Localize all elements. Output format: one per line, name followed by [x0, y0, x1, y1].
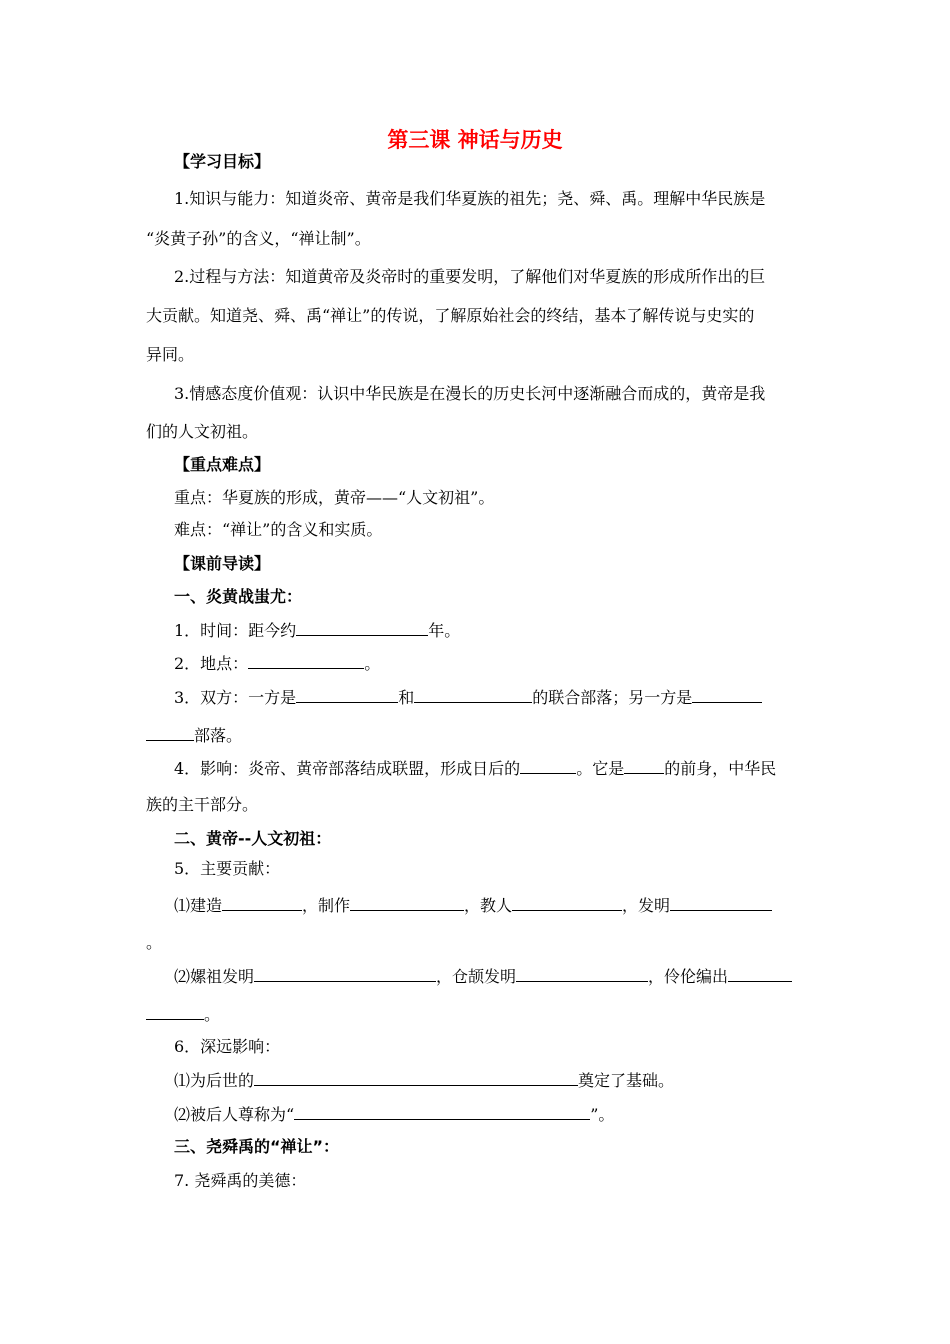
question-2 [174, 653, 380, 674]
question-4-end: 的前身，中华民 [664, 759, 777, 778]
blank-4b[interactable] [624, 758, 664, 774]
blank-5d[interactable] [670, 895, 772, 911]
key-focus: 重点：华夏族的形成，黄帝——“人文初祖”。 [174, 488, 495, 507]
question-5-1-end: 。 [146, 933, 163, 952]
question-2-text: 2．地点： [174, 654, 249, 673]
blank-5a[interactable] [222, 895, 302, 911]
section-1-title: 一、炎黄战蚩尤： [174, 587, 303, 606]
q5-2-cangjie: ，仓颉发明 [436, 967, 517, 986]
q5-2-linglun: ，伶伦编出 [648, 967, 729, 986]
question-6: 6．深远影响： [174, 1037, 281, 1056]
question-1-text: 1．时间：距今约 [174, 621, 297, 640]
goal-1-line-2: “炎黄子孙”的含义，“禅让制”。 [146, 229, 371, 248]
question-6-2 [174, 1104, 614, 1125]
question-3 [174, 687, 762, 708]
blank-1[interactable] [296, 620, 428, 636]
q5-2-leizu: ⑵嫘祖发明 [174, 967, 255, 986]
question-4-text: 4．影响：炎帝、黄帝部落结成联盟，形成日后的 [174, 759, 521, 778]
question-6-1 [174, 1070, 674, 1091]
question-4-mid: 。它是 [576, 759, 625, 778]
question-4 [174, 758, 776, 779]
q5-1-make: ，制作 [302, 896, 351, 915]
blank-6a[interactable] [254, 1070, 578, 1086]
goal-1-line-1: 1.知识与能力：知道炎帝、黄帝是我们华夏族的祖先；尧、舜、禹。理解中华民族是 [174, 189, 766, 208]
q6-1-end: 奠定了基础。 [578, 1071, 675, 1090]
blank-5e[interactable] [254, 966, 436, 982]
blank-5c[interactable] [512, 895, 622, 911]
q6-1-text: ⑴为后世的 [174, 1071, 255, 1090]
blank-3b[interactable] [414, 687, 532, 703]
preview-heading: 【课前导读】 [174, 554, 271, 573]
page-title: 第三课 神话与历史 [387, 128, 563, 152]
key-difficulty: 难点：“禅让”的含义和实质。 [174, 520, 383, 539]
goal-3-line-1: 3.情感态度价值观：认识中华民族是在漫长的历史长河中逐渐融合而成的，黄帝是我 [174, 384, 766, 403]
question-3-line-2 [146, 725, 242, 746]
blank-5f[interactable] [516, 966, 648, 982]
blank-5g[interactable] [728, 966, 792, 982]
goals-heading: 【学习目标】 [174, 152, 271, 171]
question-1 [174, 620, 460, 641]
section-3-title: 三、尧舜禹的“禅让”： [174, 1137, 340, 1156]
question-4-line-2: 族的主干部分。 [146, 795, 259, 814]
question-5: 5．主要贡献： [174, 859, 281, 878]
blank-5b[interactable] [350, 895, 464, 911]
q6-2-end: ”。 [590, 1105, 615, 1124]
question-3-mid: 的联合部落；另一方是 [532, 688, 693, 707]
goal-2-line-3: 异同。 [146, 345, 195, 364]
blank-3c-cont[interactable] [146, 725, 194, 741]
question-3-end: 部落。 [194, 726, 243, 745]
question-5-2 [174, 966, 792, 987]
q5-1-invent: ，发明 [622, 896, 671, 915]
question-7: 7. 尧舜禹的美德： [174, 1171, 307, 1190]
q5-2-end: 。 [204, 1005, 221, 1024]
q5-1-teach: ，教人 [464, 896, 513, 915]
question-1-end: 年。 [428, 621, 461, 640]
goal-2-line-1: 2.过程与方法：知道黄帝及炎帝时的重要发明，了解他们对华夏族的形成所作出的巨 [174, 267, 766, 286]
blank-2[interactable] [248, 653, 364, 669]
question-5-2-line-2 [146, 1004, 220, 1025]
question-3-and: 和 [398, 688, 415, 707]
goal-3-line-2: 们的人文初祖。 [146, 422, 259, 441]
section-2-title: 二、黄帝--人文初祖： [174, 829, 332, 848]
blank-3a[interactable] [296, 687, 398, 703]
question-2-end: 。 [364, 654, 381, 673]
blank-6b[interactable] [294, 1104, 590, 1120]
q6-2-text: ⑵被后人尊称为“ [174, 1105, 295, 1124]
key-heading: 【重点难点】 [174, 455, 271, 474]
blank-3c[interactable] [692, 687, 762, 703]
question-5-1 [174, 895, 772, 916]
goal-2-line-2: 大贡献。知道尧、舜、禹“禅让”的传说，了解原始社会的终结，基本了解传说与史实的 [146, 306, 755, 325]
question-3-text: 3．双方：一方是 [174, 688, 297, 707]
q5-1-build: ⑴建造 [174, 896, 223, 915]
blank-5g-cont[interactable] [146, 1004, 204, 1020]
blank-4a[interactable] [520, 758, 576, 774]
